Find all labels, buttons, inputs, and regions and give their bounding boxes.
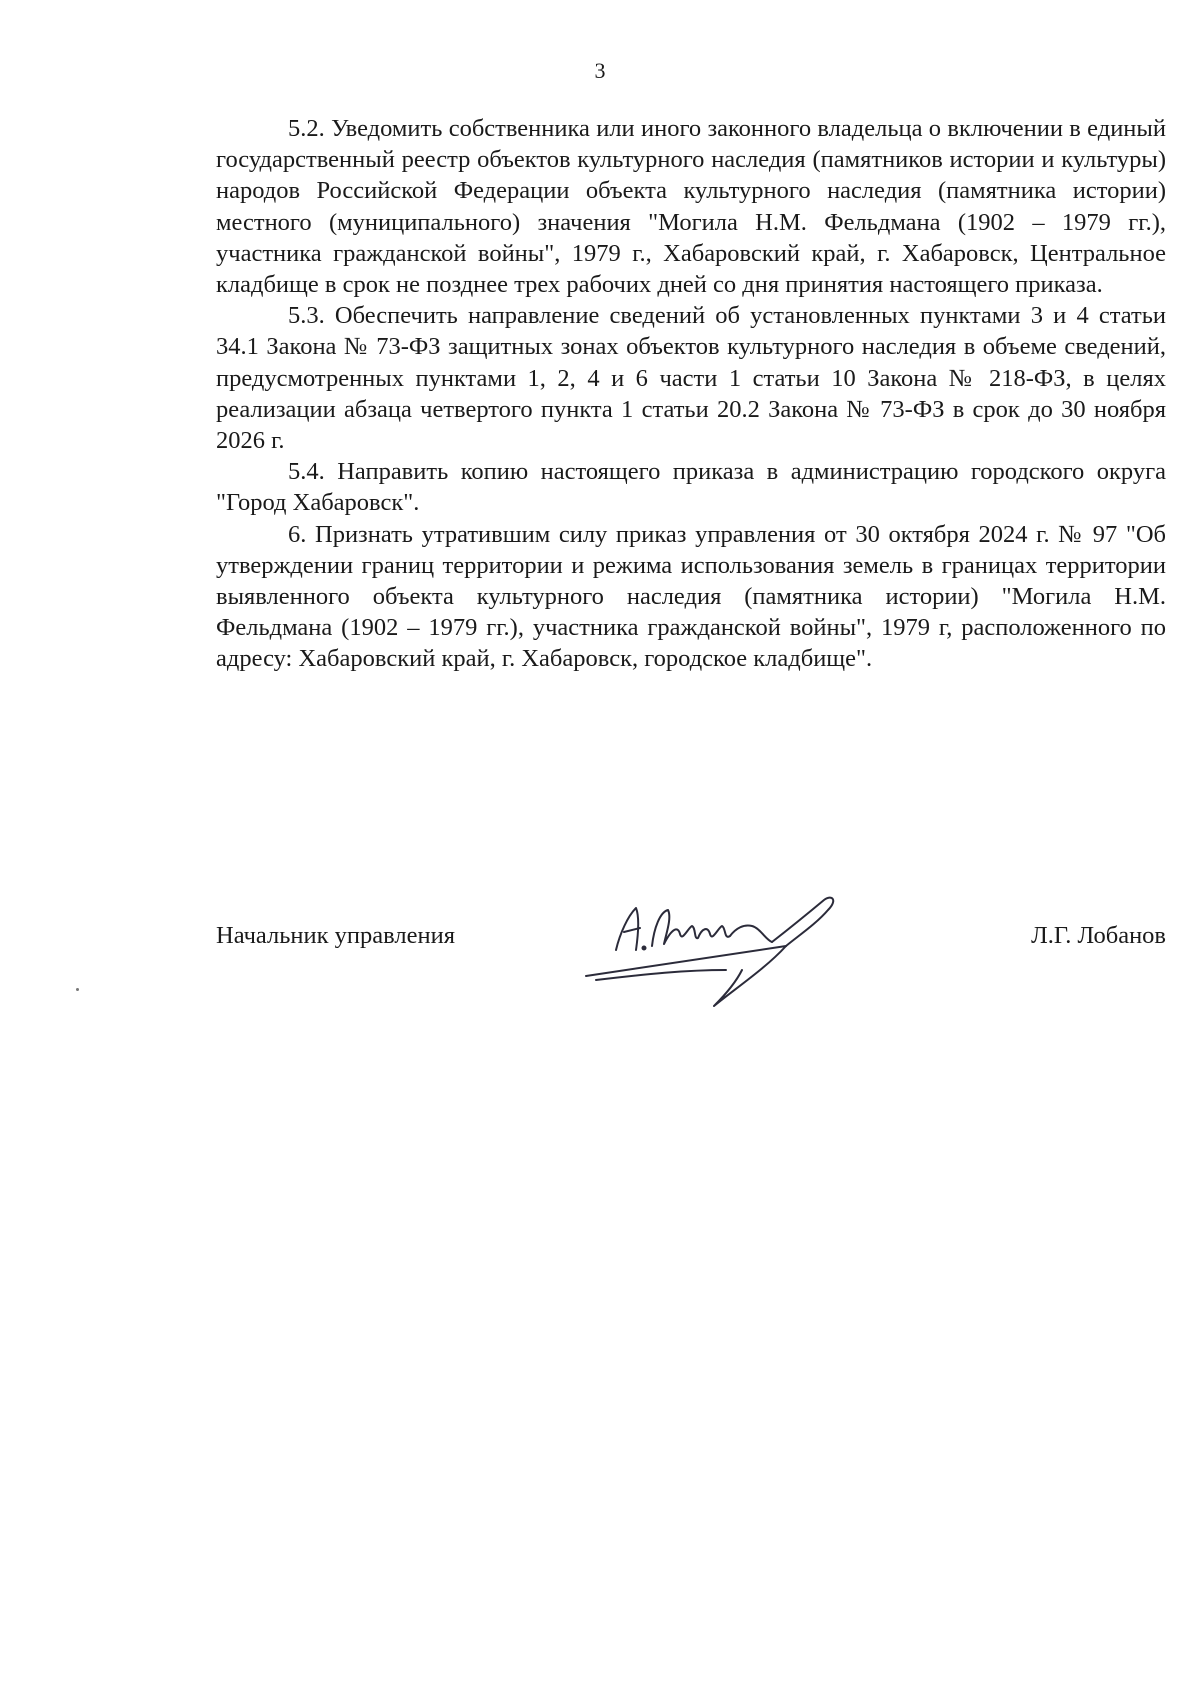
page-number: 3 (594, 58, 606, 83)
signatory-position: Начальник управления (216, 922, 455, 949)
paragraph-5-4: 5.4. Направить копию настоящего приказа в администрацию городского округа "Город Хабаровск". (216, 458, 1166, 517)
signature-block (216, 900, 1166, 1020)
signatory-name: Л.Г. Лобанов (1031, 922, 1166, 949)
document-body (216, 113, 1166, 675)
paragraph-5-3: 5.3. Обеспечить направление сведений об установленных пунктами 3 и 4 статьи 34.1 Закона № 73-ФЗ защитных зонах объектов культурного наследия в объеме сведений, предусмотренных пунктами 1, 2, 4 и 6 части 1 статьи 10 Закона № 218-ФЗ, в целях реализации абзаца четвертого пункта 1 статьи 20.2 Закона № 73-ФЗ в срок до 30 ноября 2026 г. (216, 302, 1166, 455)
scan-speck (76, 988, 79, 991)
paragraph-6: 6. Признать утратившим силу приказ управления от 30 октября 2024 г. № 97 "Об утверждении границ территории и режима использования земель в границах территории выявленного объекта культурного наследия (памятника истории) "Могила Н.М. Фельдмана (1902 – 1979 гг.), участника гражданской войны", 1979 г, расположенного по адресу: Хабаровский край, г. Хабаровск, городское кладбище". (216, 520, 1166, 673)
paragraph-5-2: 5.2. Уведомить собственника или иного законного владельца о включении в единый государственный реестр объектов культурного наследия (памятников истории и культуры) народов Российской Федерации объекта культурного наследия (памятника истории) местного (муниципального) значения "Могила Н.М. Фельдмана (1902 – 1979 гг.), участника гражданской войны", 1979 г., Хабаровский край, г. Хабаровск, Центральное кладбище в срок не позднее трех рабочих дней со дня принятия настоящего приказа. (216, 115, 1166, 299)
signature-icon (576, 888, 876, 1018)
